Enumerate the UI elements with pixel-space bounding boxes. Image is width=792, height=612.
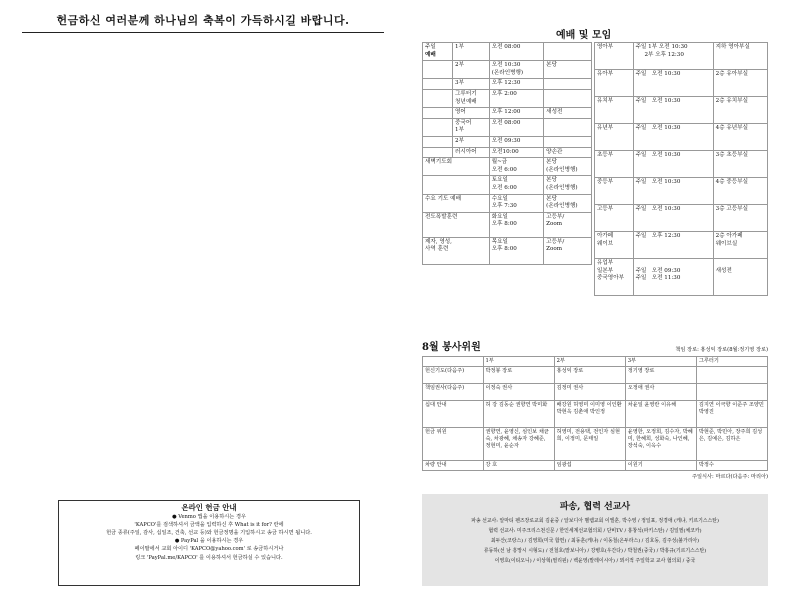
table-cell: 유년부 [595, 124, 634, 151]
table-cell: 그루터기 청년예배 [453, 89, 490, 107]
table-cell: 주일 1부 오전 10:30 2부 오후 12:30 [633, 43, 713, 70]
table-cell: 오후 12:00 [489, 108, 543, 119]
table-cell [423, 147, 453, 158]
table-cell: 헌금 위원 [423, 428, 484, 461]
table-cell: 고등부/ Zoom [544, 237, 592, 264]
online-line: 헌금 종류(주일, 감사, 십일조, 건축, 선교 등)와 헌금정명을 기입하시고 송금 하시면 됩니다. [106, 530, 312, 537]
table-cell: 양손관 [544, 147, 592, 158]
table-cell [696, 367, 767, 384]
table-row [595, 124, 768, 151]
table-row [595, 97, 768, 124]
table-row [595, 43, 768, 70]
table-row [423, 61, 592, 79]
table-cell [423, 108, 453, 119]
online-line: 링크 'PayPal.me/KAPCO' 를 이용하셔서 헌금하실 수 있습니다. [135, 554, 283, 561]
table-cell: 홍성익 장로 [554, 367, 625, 384]
table-cell: 3층 고등부실 [713, 205, 767, 232]
table-cell: 화요일 오후 8:00 [489, 212, 543, 237]
table-cell: 1부 [453, 43, 490, 61]
table-row [423, 357, 768, 367]
online-line: ● Venmo 앱을 이용하시는 경우 [172, 514, 246, 521]
table-cell: 김지연 이극향 이준주 조양민 박영진 [696, 401, 767, 428]
online-line: 'KAPCO'를 검색하셔서 금액을 입력하신 후 What is it for? 란에 [134, 522, 284, 529]
table-cell: 목요일 오후 8:00 [489, 237, 543, 264]
department-schedule-table [594, 42, 768, 296]
blessing-banner: 헌금하신 여러분께 하나님의 축복이 가득하시길 바랍니다. [56, 14, 350, 27]
table-cell: 2부 [453, 136, 490, 147]
table-cell: 본당 (온라인병행) [544, 158, 592, 176]
table-cell: 새벽기도회 [423, 158, 490, 176]
table-row [595, 70, 768, 97]
table-row [595, 205, 768, 232]
table-cell: 새성전 [713, 259, 767, 296]
online-offering-box [58, 500, 360, 586]
table-row [423, 194, 592, 212]
table-cell: 2층 아가페 웨이브실 [713, 232, 767, 259]
table-cell: 차윤일 윤영란 이유해 [625, 401, 696, 428]
table-row [423, 401, 768, 428]
table-cell [544, 136, 592, 147]
online-offering-title: 온라인 헌금 안내 [181, 503, 237, 512]
table-cell: 이원기 [625, 461, 696, 471]
table-row [595, 178, 768, 205]
service-note: 책임 장로: 홍성익 장로(8월:정기영 장로) [675, 347, 768, 353]
missionary-line: 협력 선교사: 미주크리스천신문 / 한인세계선교협의회 / 단비TV / 홍창석(파키스탄) / 김일필(체코카) [488, 528, 702, 534]
table-row [423, 461, 768, 471]
table-row [423, 118, 592, 136]
table-cell: 러시아어 [453, 147, 490, 158]
table-cell [423, 79, 453, 90]
missionaries-box [422, 494, 768, 586]
table-cell: 오후 12:30 [489, 79, 543, 90]
table-cell: 임광섭 [554, 461, 625, 471]
table-cell: 1부 [483, 357, 554, 367]
table-cell: 오정애 권사 [625, 384, 696, 401]
meal-note: 주일식사: 마르다(다음주: 마리아) [692, 474, 768, 480]
missionary-line: 류동하(선 남 흥망시 시형도) / 전철호(말보니아) / 강병호(우간다) / 박철권(중국) / 박홍규(기르기스스탄) [483, 548, 707, 554]
table-cell: 주일 오전 10:30 [633, 178, 713, 205]
table-cell: 유아부 [595, 70, 634, 97]
table-cell: 본당 (온라인병행) [544, 176, 592, 194]
table-cell: 2부 [554, 357, 625, 367]
table-cell [423, 118, 453, 136]
online-line: 페이팔에서 교회 아이디 'KAPCO@yahoo.com' 로 송금하시거나 [134, 546, 284, 553]
service-section-title: 8월 봉사위원 [422, 342, 481, 353]
table-cell: 아가페 웨이브 [595, 232, 634, 259]
table-cell: 박정수 [696, 461, 767, 471]
table-cell: 초등부 [595, 151, 634, 178]
missionary-line: 최두산(코랑스) / 김영희(미국 합헌) / 최동훈(케냐) / 이동철(온두라스) / 김호동, 김주성(불가리아) [490, 538, 700, 544]
table-cell: 2부 [453, 61, 490, 79]
table-row [423, 367, 768, 384]
table-cell: 오전 08:00 [489, 43, 543, 61]
table-cell: 2층 유아부실 [713, 70, 767, 97]
table-cell [423, 89, 453, 107]
table-cell: 그루터기 [696, 357, 767, 367]
table-row [423, 136, 592, 147]
table-cell [696, 384, 767, 401]
table-cell: 중등부 [595, 178, 634, 205]
table-cell: 고등부 [595, 205, 634, 232]
worship-schedule-table [422, 42, 592, 265]
table-cell: 영어 [453, 108, 490, 119]
table-cell [423, 176, 490, 194]
table-row [423, 176, 592, 194]
table-cell: 오전10:00 [489, 147, 543, 158]
table-row [423, 79, 592, 90]
table-row [423, 43, 592, 61]
table-cell: 박현준, 박민아, 장주희 김성은, 김예은, 김하은 [696, 428, 767, 461]
table-row [595, 151, 768, 178]
table-cell: 수요 기도 예배 [423, 194, 490, 212]
online-line: ● PayPal 을 이용하시는 경우 [174, 538, 244, 545]
table-cell: 박정봉 장로 [483, 367, 554, 384]
table-cell: 십대 안내 [423, 401, 484, 428]
table-cell: 지하 영아부실 [713, 43, 767, 70]
table-cell: 4층 유년부실 [713, 124, 767, 151]
table-cell: 주일 오전 09:30 주일 오전 11:30 [633, 259, 713, 296]
table-cell: 이정숙 권사 [483, 384, 554, 401]
table-cell [544, 79, 592, 90]
table-cell: 4층 중등부실 [713, 178, 767, 205]
table-cell: 중국어 1부 [453, 118, 490, 136]
table-cell: 윤영한, 오정희, 김수자, 박혜미, 한혜희, 성화숙, 나인혜, 장석숙, 이옥수 [625, 428, 696, 461]
table-cell: 주일 오전 10:30 [633, 151, 713, 178]
banner-divider [22, 32, 384, 33]
service-volunteer-table [422, 356, 768, 471]
table-row [423, 158, 592, 176]
table-cell: 주일 오후 12:30 [633, 232, 713, 259]
table-cell: 3부 [453, 79, 490, 90]
table-cell [423, 136, 453, 147]
table-cell: 영아부 [595, 43, 634, 70]
table-row [423, 384, 768, 401]
table-cell: 수요일 오후 7:30 [489, 194, 543, 212]
table-cell: 오전 09:30 [489, 136, 543, 147]
table-cell: 2층 유치부실 [713, 97, 767, 124]
table-cell: 토요일 오전 6:00 [489, 176, 543, 194]
table-cell: 허영미, 전용택, 전인자 심현희, 이정미, 문태일 [554, 428, 625, 461]
table-row [423, 237, 592, 264]
missionaries-title: 파송, 협력 선교사 [559, 502, 631, 512]
table-cell: 권향연, 윤영신, 심인보 채균숙, 차광혜, 채송자 강혜준, 정현미, 윤순자 [483, 428, 554, 461]
table-cell: 고등부/ Zoom [544, 212, 592, 237]
table-cell: 전도폭발훈련 [423, 212, 490, 237]
table-cell: 3부 [625, 357, 696, 367]
table-row [595, 232, 768, 259]
table-cell [544, 118, 592, 136]
table-cell [423, 357, 484, 367]
table-cell: 김정미 권사 [554, 384, 625, 401]
table-cell: 주일 오전 10:30 [633, 70, 713, 97]
table-cell: 오전 08:00 [489, 118, 543, 136]
table-cell: 주일 예배 [423, 43, 453, 61]
table-row [423, 147, 592, 158]
table-cell: 헌신기도(다음주) [423, 367, 484, 384]
table-cell [544, 89, 592, 107]
table-cell: 주일 오전 10:30 [633, 97, 713, 124]
table-cell: 주일 오전 10:30 [633, 124, 713, 151]
table-row [423, 89, 592, 107]
table-cell: 강 호 [483, 461, 554, 471]
table-cell: 오전 10:30 (온라인병행) [489, 61, 543, 79]
missionary-line: 파송 선교사: 알마티 펜즈장로교회 김윤중 / 알보디아 벨렘교회 이엘훈, 박수영 / 정일표, 정경애 (케냐, 키르기스스탄) [471, 518, 719, 524]
table-row [423, 108, 592, 119]
table-row [423, 428, 768, 461]
table-row [423, 212, 592, 237]
table-cell: 월~금 오전 6:00 [489, 158, 543, 176]
table-cell: 허 강 김동순 권향연 박미화 [483, 401, 554, 428]
table-cell: 새성전 [544, 108, 592, 119]
table-cell: 정기영 장로 [625, 367, 696, 384]
table-cell: 본당 (온라인병행) [544, 194, 592, 212]
table-cell: 주일 오전 10:30 [633, 205, 713, 232]
worship-section-title: 예배 및 모임 [556, 30, 612, 41]
table-cell: 배강원 허영미 이미영 이인환 박현옥 김춘애 박인정 [554, 401, 625, 428]
table-cell: 오후 2:00 [489, 89, 543, 107]
table-row [595, 259, 768, 296]
table-cell: 본당 [544, 61, 592, 79]
table-cell: 제자, 영성, 사역 훈련 [423, 237, 490, 264]
table-cell: 유치부 [595, 97, 634, 124]
table-cell: 책임권사(다음주) [423, 384, 484, 401]
table-cell: 유업부 일본부 중국영아부 [595, 259, 634, 296]
table-cell [423, 61, 453, 79]
table-cell [544, 43, 592, 61]
table-cell: 차량 안내 [423, 461, 484, 471]
missionary-line: 이영호(이티오니) / 이상혁(필리핀) / 백윤영(말레이시아) / 뫼서적 주일학교 교사 협의회 / 중국 [494, 558, 696, 564]
table-cell: 3층 초등부실 [713, 151, 767, 178]
